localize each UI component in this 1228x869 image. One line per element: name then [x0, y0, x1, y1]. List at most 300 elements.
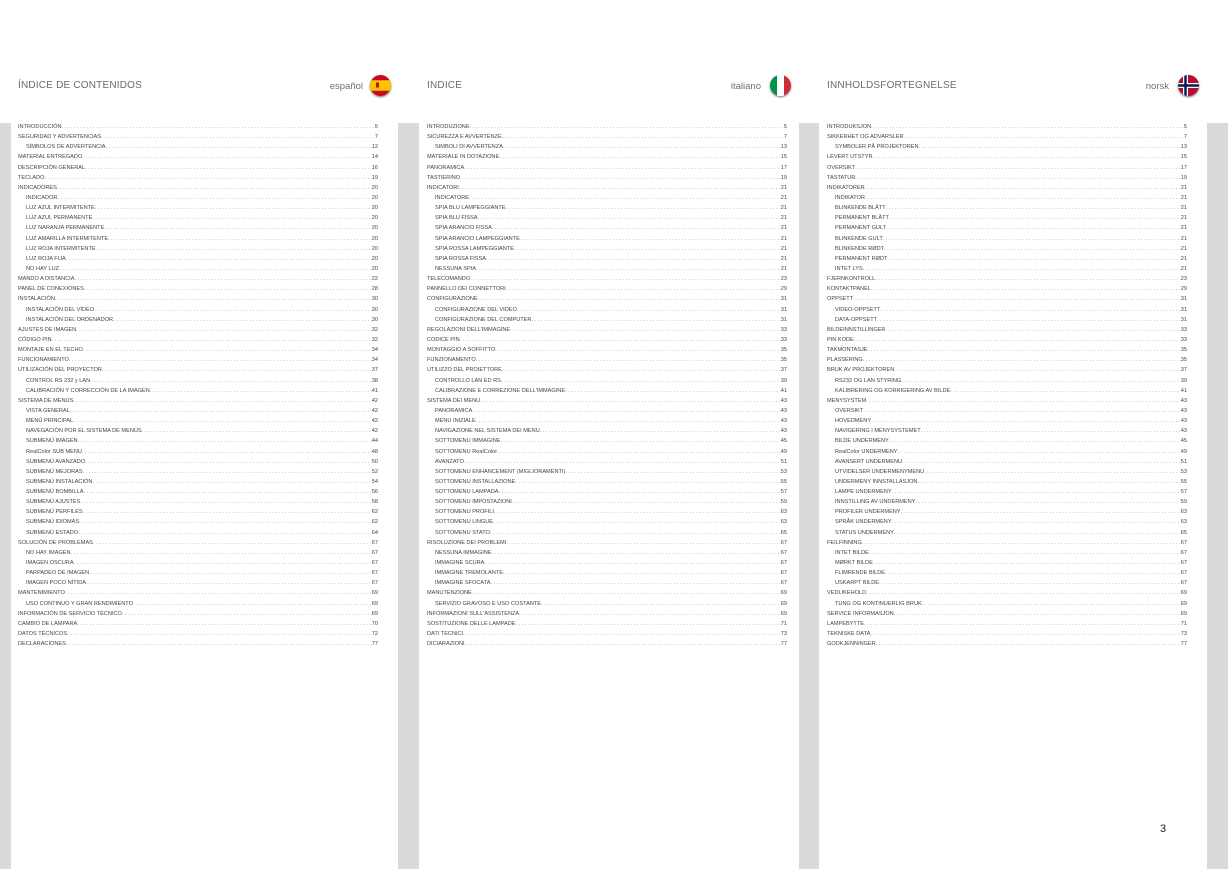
- dot-leader: [101, 132, 375, 142]
- toc-entry: [18, 142, 378, 152]
- toc-entry-page: 43: [780, 407, 787, 414]
- dot-leader: [78, 436, 372, 446]
- toc-entry: [18, 386, 378, 396]
- toc-entry-label: PIN KODE: [827, 336, 854, 343]
- toc-entry: [18, 609, 378, 619]
- dot-leader: [463, 629, 781, 639]
- dot-leader: [492, 548, 781, 558]
- toc-entry-label: SUBMENÚ PERFILES: [26, 509, 83, 516]
- toc-entry: [18, 578, 378, 588]
- dot-leader: [854, 335, 1181, 345]
- toc-entry-label: FLIMRENDE BILDE: [835, 570, 886, 577]
- column-header: [427, 80, 787, 100]
- toc-entry-page: 21: [780, 194, 787, 201]
- dot-leader: [70, 406, 372, 416]
- toc-entry-label: KONTAKTPANEL: [827, 286, 871, 293]
- dot-leader: [52, 335, 372, 345]
- toc-entry: [427, 588, 787, 598]
- toc-entry-page: 43: [1180, 397, 1187, 404]
- toc-entry-page: 69: [780, 610, 787, 617]
- toc-entry-label: RealColor SUB MENU: [26, 448, 82, 455]
- dot-leader: [71, 548, 372, 558]
- toc-entry-page: 67: [1180, 560, 1187, 567]
- toc-entry-page: 71: [1180, 620, 1187, 627]
- toc-entry-label: INDICADOR: [26, 194, 58, 201]
- toc-entry: [18, 234, 378, 244]
- toc-entry-page: 57: [1180, 489, 1187, 496]
- toc-entry: [18, 548, 378, 558]
- toc-entry-label: MANTENIMIENTO: [18, 590, 65, 597]
- toc-entry-label: PERMANENT GULT: [835, 225, 887, 232]
- toc-entry-label: LUZ ROJA FIJA: [26, 255, 66, 262]
- toc-entry-page: 63: [780, 509, 787, 516]
- toc-entry: [827, 163, 1187, 173]
- toc-entry-label: PERMANENT RØDT: [835, 255, 888, 262]
- toc-entry-label: FUNZIONAMENTO: [427, 357, 476, 364]
- dot-leader: [490, 578, 780, 588]
- toc-entry-label: SOTTOMENU RealColor: [435, 448, 498, 455]
- dot-leader: [883, 234, 1181, 244]
- toc-entry: [827, 447, 1187, 457]
- toc-entry-page: 31: [1180, 296, 1187, 303]
- dot-leader: [493, 517, 781, 527]
- toc-entry-page: 20: [371, 225, 378, 232]
- toc-entry-label: SPIA ARANCIO LAMPEGGIANTE: [435, 235, 520, 242]
- toc-entry: [18, 213, 378, 223]
- toc-entry: [827, 254, 1187, 264]
- dot-leader: [915, 497, 1180, 507]
- toc-entry: [18, 517, 378, 527]
- toc-entry: [18, 629, 378, 639]
- toc-entry: [427, 517, 787, 527]
- toc-entry-label: INSTALACIÓN DEL ORDENADOR: [26, 316, 114, 323]
- toc-entry: [827, 558, 1187, 568]
- dot-leader: [497, 447, 781, 457]
- toc-entry-label: GODKJENNINGER: [827, 641, 876, 648]
- dot-leader: [869, 548, 1181, 558]
- toc-entry: [427, 528, 787, 538]
- toc-entry: [827, 122, 1187, 132]
- toc-entry-page: 48: [371, 448, 378, 455]
- dot-leader: [922, 599, 1181, 609]
- toc-entry: [427, 538, 787, 548]
- toc-entry: [827, 244, 1187, 254]
- toc-entry-page: 57: [780, 489, 787, 496]
- toc-entry: [827, 629, 1187, 639]
- dot-leader: [885, 325, 1180, 335]
- dot-leader: [917, 477, 1180, 487]
- dot-leader: [889, 213, 1181, 223]
- dot-leader: [921, 426, 1181, 436]
- toc-entry-label: SISTEMA DE MENÚS: [18, 397, 74, 404]
- toc-entry: [18, 457, 378, 467]
- dot-leader: [503, 142, 781, 152]
- toc-entry: [427, 568, 787, 578]
- toc-entry-label: NO HAY LUZ: [26, 265, 60, 272]
- toc-entry-page: 19: [1180, 174, 1187, 181]
- toc-entry: [827, 315, 1187, 325]
- dot-leader: [502, 132, 784, 142]
- dot-leader: [92, 213, 371, 223]
- toc-entry: [827, 386, 1187, 396]
- toc-entry: [427, 578, 787, 588]
- toc-entry: [427, 152, 787, 162]
- toc-entry-page: 21: [1180, 235, 1187, 242]
- toc-entry: [427, 264, 787, 274]
- dot-leader: [902, 457, 1181, 467]
- toc-entry: [18, 376, 378, 386]
- toc-entry-page: 63: [780, 519, 787, 526]
- toc-entry-label: LUZ NARANJA PERMANENTE: [26, 225, 105, 232]
- dot-leader: [78, 528, 372, 538]
- toc-entry: [427, 639, 787, 649]
- toc-entry-page: 37: [371, 367, 378, 374]
- toc-entry-label: VEDLIKEHOLD: [827, 590, 867, 597]
- toc-entry-page: 29: [780, 286, 787, 293]
- toc-entry-page: 67: [780, 539, 787, 546]
- toc-entry-label: SÍMBOLOS DE ADVERTENCIA: [26, 144, 106, 151]
- toc-entry: [827, 588, 1187, 598]
- toc-entry-label: SUBMENÚ AVANZADO: [26, 458, 86, 465]
- margin-strip-right: [1207, 123, 1228, 869]
- toc-entry-label: FEILFINNING: [827, 539, 862, 546]
- toc-entry: [18, 507, 378, 517]
- toc-entry-page: 20: [371, 235, 378, 242]
- toc-entry-page: 39: [1180, 377, 1187, 384]
- dot-leader: [459, 183, 781, 193]
- toc-entry-page: 21: [1180, 245, 1187, 252]
- toc-entry: [18, 477, 378, 487]
- toc-entry-label: DATOS TÉCNICOS: [18, 631, 68, 638]
- toc-entry-page: 42: [371, 407, 378, 414]
- toc-entry: [427, 548, 787, 558]
- dot-leader: [519, 609, 781, 619]
- toc-entry-label: SUBMENÚ AJUSTES: [26, 499, 81, 506]
- toc-entry-page: 21: [780, 184, 787, 191]
- toc-entry-page: 20: [371, 255, 378, 262]
- dot-leader: [503, 568, 781, 578]
- column-header: [827, 80, 1187, 100]
- toc-entry: [18, 599, 378, 609]
- toc-entry: [427, 234, 787, 244]
- dot-leader: [871, 122, 1184, 132]
- toc-entry: [427, 284, 787, 294]
- dot-leader: [565, 386, 781, 396]
- toc-entry: [827, 426, 1187, 436]
- dot-leader: [480, 396, 781, 406]
- toc-entry-page: 41: [780, 387, 787, 394]
- toc-entry-page: 20: [371, 194, 378, 201]
- toc-entry: [827, 234, 1187, 244]
- toc-entry-label: AVANSERT UNDERMENU: [835, 458, 903, 465]
- dot-leader: [150, 386, 372, 396]
- toc-entry-page: 67: [780, 549, 787, 556]
- toc-entry-page: 15: [780, 154, 787, 161]
- toc-entry: [18, 467, 378, 477]
- dot-leader: [77, 619, 372, 629]
- toc-entry-label: AJUSTES DE IMAGEN: [18, 326, 77, 333]
- dot-leader: [873, 558, 1181, 568]
- toc-entry: [18, 294, 378, 304]
- toc-entry-label: CONTROL RS 232 y LAN: [26, 377, 91, 384]
- toc-entry-page: 21: [780, 235, 787, 242]
- dot-leader: [476, 264, 781, 274]
- toc-entry: [427, 436, 787, 446]
- dot-leader: [478, 213, 781, 223]
- toc-entry: [427, 305, 787, 315]
- toc-entry-page: 30: [371, 306, 378, 313]
- dot-leader: [472, 588, 781, 598]
- dot-leader: [889, 436, 1181, 446]
- toc-entry: [427, 619, 787, 629]
- toc-entry: [427, 183, 787, 193]
- dot-leader: [865, 193, 1181, 203]
- toc-entry-label: KALIBRERING OG KORRIGERING AV BILDE: [835, 387, 951, 394]
- toc-list: [827, 122, 1187, 649]
- toc-entry: [827, 396, 1187, 406]
- toc-entry-label: OVERSIKT: [835, 407, 864, 414]
- dot-leader: [108, 234, 372, 244]
- toc-entry-label: LAMPE UNDERMENY: [835, 489, 892, 496]
- toc-entry-page: 19: [780, 174, 787, 181]
- margin-strip-mid-2: [799, 123, 819, 869]
- toc-entry-page: 67: [780, 560, 787, 567]
- toc-entry-label: INDICATORE: [435, 194, 469, 201]
- toc-entry: [827, 568, 1187, 578]
- toc-entry-label: OVERSIKT: [827, 164, 856, 171]
- toc-entry-page: 67: [371, 539, 378, 546]
- toc-entry-page: 23: [1180, 276, 1187, 283]
- toc-entry-page: 69: [780, 600, 787, 607]
- dot-leader: [93, 538, 372, 548]
- dot-leader: [85, 163, 372, 173]
- toc-entry-page: 67: [1180, 539, 1187, 546]
- toc-entry: [427, 203, 787, 213]
- toc-entry: [827, 528, 1187, 538]
- toc-entry-page: 73: [1180, 631, 1187, 638]
- toc-entry-label: INTET BILDE: [835, 549, 869, 556]
- dot-leader: [84, 487, 372, 497]
- toc-entry: [427, 447, 787, 457]
- dot-leader: [865, 183, 1181, 193]
- toc-entry-label: TASTIERINO: [427, 174, 461, 181]
- toc-entry-page: 43: [780, 397, 787, 404]
- toc-entry-label: TUNG OG KONTINUERLIG BRUK: [835, 600, 922, 607]
- toc-entry-label: LUZ ROJA INTERMITENTE: [26, 245, 96, 252]
- toc-entry-page: 35: [1180, 347, 1187, 354]
- toc-column-es: [18, 0, 378, 869]
- toc-entry-label: SUBMENÚ BOMBILLA: [26, 489, 84, 496]
- toc-entry-page: 32: [371, 326, 378, 333]
- toc-entry-label: DATA-OPPSETT: [835, 316, 878, 323]
- toc-entry-label: CONFIGURAZIONE: [427, 296, 478, 303]
- toc-entry: [827, 457, 1187, 467]
- toc-entry: [827, 213, 1187, 223]
- toc-entry-page: 50: [371, 458, 378, 465]
- toc-entry: [427, 609, 787, 619]
- toc-entry: [18, 588, 378, 598]
- dot-leader: [514, 244, 781, 254]
- toc-entry-page: 69: [371, 610, 378, 617]
- dot-leader: [862, 538, 1181, 548]
- toc-entry: [827, 487, 1187, 497]
- toc-entry-page: 33: [780, 336, 787, 343]
- toc-entry-page: 55: [780, 478, 787, 485]
- toc-entry: [827, 497, 1187, 507]
- toc-entry-label: UNDERMENY INNSTALLASJON: [835, 478, 918, 485]
- toc-entry-label: PARPADEO DE IMAGEN: [26, 570, 90, 577]
- dot-leader: [901, 507, 1181, 517]
- toc-entry-page: 17: [1180, 164, 1187, 171]
- toc-entry: [18, 315, 378, 325]
- dot-leader: [142, 426, 372, 436]
- toc-entry-label: IMMAGINE SFOCATA: [435, 580, 491, 587]
- toc-entry-label: NESSUNA IMMAGINE: [435, 549, 492, 556]
- toc-entry-label: FUNCIONAMIENTO: [18, 357, 69, 364]
- toc-entry-label: PANEL DE CONEXIONES: [18, 286, 84, 293]
- toc-entry: [427, 315, 787, 325]
- toc-entry-label: SPIA ROSSA FISSA: [435, 255, 486, 262]
- toc-entry-page: 51: [1180, 458, 1187, 465]
- toc-entry-label: INTRODUZIONE: [427, 124, 470, 130]
- toc-entry-label: BLINKENDE RØDT: [835, 245, 885, 252]
- toc-entry-label: CÓDIGO PIN: [18, 336, 52, 343]
- toc-entry-label: TEKNISKE DATA: [827, 631, 871, 638]
- toc-entry-label: MATERIALE IN DOTAZIONE: [427, 154, 500, 161]
- toc-entry-page: 33: [1180, 336, 1187, 343]
- toc-entry-label: SOTTOMENU ENHANCEMENT (MIGLIORAMENTI): [435, 468, 566, 475]
- dot-leader: [495, 345, 781, 355]
- toc-entry-page: 20: [371, 265, 378, 272]
- dot-leader: [469, 193, 781, 203]
- toc-entry-page: 13: [1180, 144, 1187, 151]
- toc-entry-label: SUBMENÚ INSTALACIÓN: [26, 478, 93, 485]
- toc-entry-label: SIKKERHET OG ADVARSLER: [827, 134, 904, 141]
- toc-entry-label: SYMBOLER PÅ PROJEKTOREN: [835, 144, 919, 151]
- toc-entry: [827, 416, 1187, 426]
- dot-leader: [866, 588, 1181, 598]
- toc-entry-page: 67: [1180, 580, 1187, 587]
- toc-entry-page: 21: [1180, 194, 1187, 201]
- toc-entry-page: 21: [1180, 225, 1187, 232]
- toc-entry-page: 73: [780, 631, 787, 638]
- dot-leader: [66, 639, 372, 649]
- toc-entry: [18, 639, 378, 649]
- toc-entry-page: 59: [780, 499, 787, 506]
- dot-leader: [464, 457, 781, 467]
- dot-leader: [515, 477, 780, 487]
- toc-entry: [18, 396, 378, 406]
- toc-entry-page: 67: [371, 549, 378, 556]
- toc-entry: [827, 355, 1187, 365]
- dot-leader: [55, 294, 372, 304]
- toc-entry-label: LEVERT UTSTYR: [827, 154, 873, 161]
- toc-entry-label: INFORMACIÓN DE SERVICIO TÉCNICO: [18, 610, 122, 617]
- toc-entry: [18, 558, 378, 568]
- toc-entry-page: 56: [371, 489, 378, 496]
- dot-leader: [515, 619, 780, 629]
- toc-entry-page: 5: [374, 124, 378, 130]
- toc-entry-label: MENYSYSTEM: [827, 397, 867, 404]
- toc-entry-label: UTILIZACIÓN DEL PROYECTOR: [18, 367, 102, 374]
- toc-entry: [827, 639, 1187, 649]
- toc-entry-page: 35: [780, 347, 787, 354]
- dot-leader: [104, 223, 371, 233]
- toc-entry-label: DESCRIPCIÓN GENERAL: [18, 164, 86, 171]
- toc-entry-page: 42: [371, 397, 378, 404]
- dot-leader: [57, 183, 372, 193]
- dot-leader: [894, 528, 1181, 538]
- toc-entry-label: LAMPEBYTTE: [827, 620, 864, 627]
- toc-entry: [827, 274, 1187, 284]
- dot-leader: [470, 122, 784, 132]
- toc-entry-page: 69: [1180, 590, 1187, 597]
- toc-entry-page: 31: [1180, 316, 1187, 323]
- dot-leader: [92, 477, 371, 487]
- toc-entry: [18, 305, 378, 315]
- toc-entry-label: INFORMAZIONI SULL'ASSISTENZA: [427, 610, 520, 617]
- toc-entry-label: SOTTOMENU IMMAGINE: [435, 438, 501, 445]
- toc-entry-label: UTILIZZO DEL PROIETTORE: [427, 367, 502, 374]
- toc-entry: [427, 376, 787, 386]
- toc-entry: [427, 406, 787, 416]
- toc-entry: [427, 173, 787, 183]
- toc-entry-page: 12: [371, 144, 378, 151]
- toc-entry-page: 67: [371, 580, 378, 587]
- toc-entry-label: CONFIGURAZIONE DEL VIDEO: [435, 306, 517, 313]
- dot-leader: [506, 284, 781, 294]
- toc-entry-label: SOTTOMENU LAMPADA: [435, 489, 499, 496]
- toc-entry-page: 31: [780, 296, 787, 303]
- dot-leader: [877, 315, 1181, 325]
- toc-entry-label: INNSTILLING AV UNDERMENY: [835, 499, 916, 506]
- dot-leader: [517, 305, 781, 315]
- toc-entry: [18, 406, 378, 416]
- dot-leader: [73, 396, 371, 406]
- dot-leader: [44, 173, 371, 183]
- dot-leader: [486, 254, 781, 264]
- toc-entry-page: 45: [780, 438, 787, 445]
- toc-entry-page: 69: [780, 590, 787, 597]
- toc-entry-label: TAKMONTASJE: [827, 347, 868, 354]
- toc-entry-label: SOTTOMENU INSTALLAZIONE: [435, 478, 516, 485]
- toc-entry-label: CODICE PIN: [427, 336, 460, 343]
- toc-entry-page: 21: [1180, 255, 1187, 262]
- toc-entry-page: 21: [780, 205, 787, 212]
- dot-leader: [89, 568, 372, 578]
- toc-entry-page: 45: [1180, 438, 1187, 445]
- toc-entry-page: 20: [371, 215, 378, 222]
- toc-entry: [827, 294, 1187, 304]
- toc-entry-page: 65: [780, 529, 787, 536]
- toc-entry: [827, 538, 1187, 548]
- dot-leader: [864, 619, 1181, 629]
- toc-entry-page: 35: [780, 357, 787, 364]
- toc-entry: [827, 406, 1187, 416]
- dot-leader: [59, 264, 372, 274]
- toc-entry-label: SOSTITUZIONE DELLE LAMPADE: [427, 620, 516, 627]
- dot-leader: [880, 305, 1180, 315]
- toc-entry: [427, 294, 787, 304]
- dot-leader: [80, 497, 371, 507]
- toc-entry-label: VISTA GENERAL: [26, 407, 70, 414]
- toc-entry: [427, 457, 787, 467]
- dot-leader: [94, 305, 372, 315]
- dot-leader: [897, 447, 1180, 457]
- toc-entry: [827, 376, 1187, 386]
- toc-entry-label: AVANZATO: [435, 458, 464, 465]
- dot-leader: [500, 436, 780, 446]
